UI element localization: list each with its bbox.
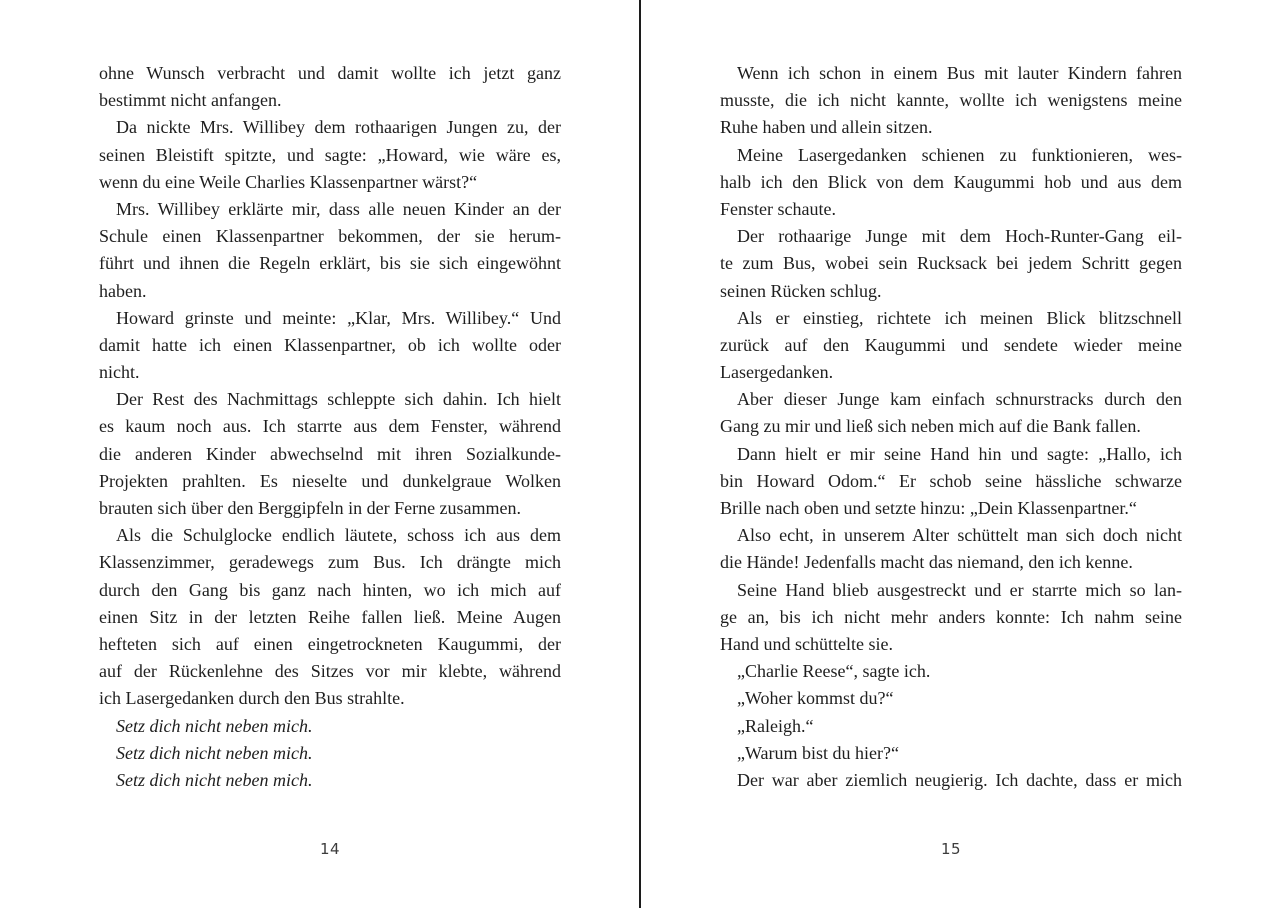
text-line: bestimmt nicht anfangen. (99, 90, 282, 111)
text-line: Schule einen Klassenpartner bekommen, der sie herum- (99, 226, 561, 247)
text-line: halb ich den Blick von dem Kaugummi hob und aus dem (720, 171, 1182, 192)
text-line: seinen Rücken schlug. (720, 280, 882, 301)
text-line: Als er einstieg, richtete ich meinen Blick blitzschnell (737, 307, 1182, 328)
text-line: Da nickte Mrs. Willibey dem rothaarigen Jungen zu, der (116, 117, 561, 138)
text-line: zurück auf den Kaugummi und sendete wieder meine (720, 334, 1182, 355)
text-line: Dann hielt er mir seine Hand hin und sagte: „Hallo, ich (737, 443, 1182, 464)
page-right (720, 60, 1182, 858)
text-line: Wenn ich schon in einem Bus mit lauter Kindern fahren (737, 63, 1182, 83)
page-divider (639, 0, 641, 908)
text-line: „Raleigh.“ (737, 715, 814, 736)
text-line: Klassenzimmer, geradewegs zum Bus. Ich drängte mich (99, 552, 561, 573)
text-line: Projekten prahlten. Es nieselte und dunkelgraue Wolken (99, 470, 561, 491)
text-line: ge an, bis ich nicht mehr anders konnte: Ich nahm seine (720, 606, 1182, 627)
text-line: Seine Hand blieb ausgestreckt und er starrte mich so lan- (737, 579, 1182, 600)
text-line: ich Lasergedanken durch den Bus strahlte. (99, 688, 405, 709)
text-line: führt und ihnen die Regeln erklärt, bis sie sich eingewöhnt (99, 253, 561, 274)
text-line: Setz dich nicht neben mich. (116, 715, 313, 736)
text-line: musste, die ich nicht kannte, wollte ich wenigstens meine (720, 90, 1182, 111)
text-line: Setz dich nicht neben mich. (116, 769, 313, 790)
text-line: Der rothaarige Junge mit dem Hoch-Runter-Gang eil- (737, 226, 1182, 247)
text-line: Meine Lasergedanken schienen zu funktionieren, wes- (737, 144, 1182, 165)
text-line: Fenster schaute. (720, 198, 836, 219)
text-line: te zum Bus, wobei sein Rucksack bei jedem Schritt gegen (720, 253, 1182, 274)
text-line: es kaum noch aus. Ich starrte aus dem Fenster, während (99, 416, 561, 437)
text-line: auf der Rückenlehne des Sitzes vor mir klebte, während (99, 661, 561, 682)
text-line: einen Sitz in der letzten Reihe fallen ließ. Meine Augen (99, 606, 561, 627)
page-right-text (720, 60, 1182, 794)
page-number-left: 14 (319, 840, 341, 859)
text-line: Der war aber ziemlich neugierig. Ich dachte, dass er mich (737, 769, 1182, 790)
text-line: brauten sich über den Berggipfeln in der Ferne zusammen. (99, 498, 522, 518)
page-left-text (99, 60, 561, 794)
text-line: bin Howard Odom.“ Er schob seine hässliche schwarze (720, 470, 1182, 491)
text-line: „Charlie Reese“, sagte ich. (737, 661, 931, 682)
page-number-right: 15 (940, 840, 962, 859)
text-line: damit hatte ich einen Klassenpartner, ob ich wollte oder (99, 334, 561, 355)
text-line: die Hände! Jedenfalls macht das niemand, den ich kenne. (720, 552, 1133, 573)
text-line: Howard grinste und meinte: „Klar, Mrs. Willibey.“ Und (116, 307, 561, 328)
text-line: nicht. (99, 362, 140, 383)
text-line: „Woher kommst du?“ (737, 688, 894, 709)
text-line: Als die Schulglocke endlich läutete, schoss ich aus dem (116, 525, 561, 546)
text-line: durch den Gang bis ganz nach hinten, wo ich mich auf (99, 579, 561, 600)
text-line: Also echt, in unserem Alter schüttelt man sich doch nicht (737, 525, 1182, 546)
text-line: Der Rest des Nachmittags schleppte sich dahin. Ich hielt (116, 389, 561, 410)
text-line: Ruhe haben und allein sitzen. (720, 117, 933, 138)
text-line: seinen Bleistift spitzte, und sagte: „Howard, wie wäre es, (99, 144, 561, 165)
text-line: Setz dich nicht neben mich. (116, 742, 313, 763)
text-line: wenn du eine Weile Charlies Klassenpartner wärst?“ (99, 171, 478, 192)
text-line: Aber dieser Junge kam einfach schnurstracks durch den (737, 389, 1182, 410)
text-line: die anderen Kinder abwechselnd mit ihren Sozialkunde- (99, 443, 561, 464)
text-line: Mrs. Willibey erklärte mir, dass alle neuen Kinder an der (116, 198, 561, 219)
text-line: ohne Wunsch verbracht und damit wollte ich jetzt ganz (99, 63, 561, 83)
text-line: Hand und schüttelte sie. (720, 633, 893, 654)
text-line: „Warum bist du hier?“ (737, 742, 899, 763)
text-line: haben. (99, 280, 147, 301)
text-line: hefteten sich auf einen eingetrockneten Kaugummi, der (99, 633, 561, 654)
text-line: Lasergedanken. (720, 362, 834, 383)
text-line: Gang zu mir und ließ sich neben mich auf die Bank fallen. (720, 416, 1141, 437)
page-left (99, 60, 561, 858)
text-line: Brille nach oben und setzte hinzu: „Dein Klassenpartner.“ (720, 498, 1137, 518)
